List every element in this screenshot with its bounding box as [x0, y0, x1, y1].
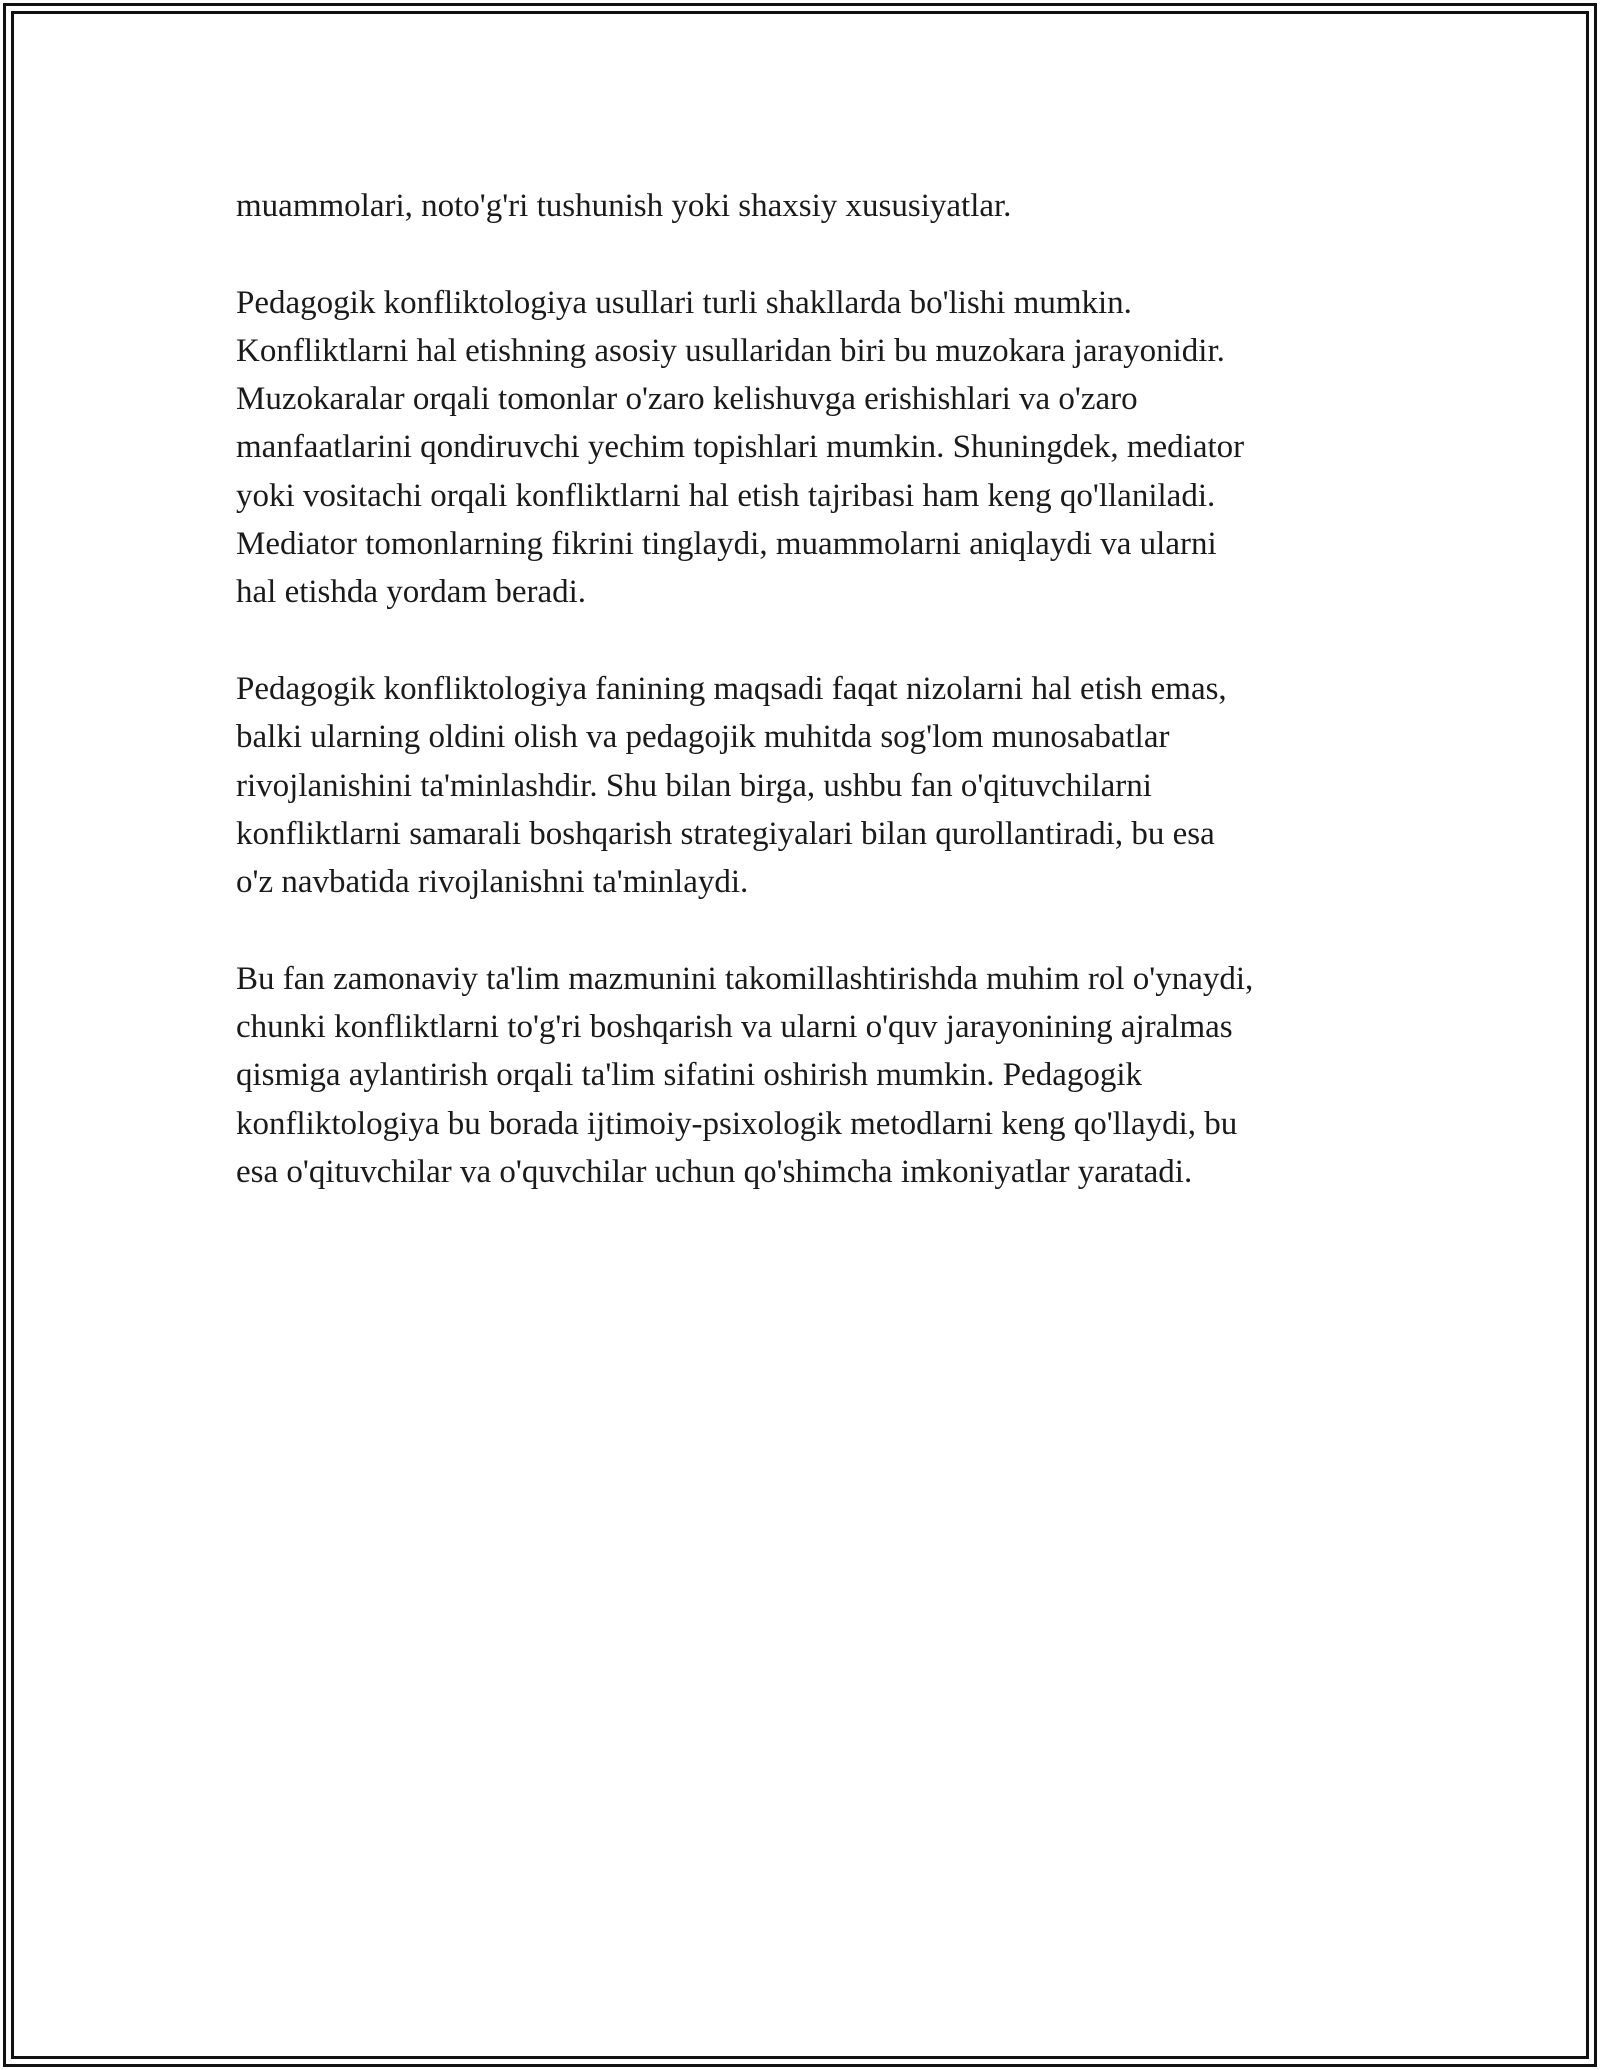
paragraph-4 — [236, 955, 1386, 1196]
text-line: Mediator tomonlarning fikrini tinglaydi, muammolarni aniqlaydi va ularni — [236, 526, 1217, 563]
text-line: hal etishda yordam beradi. — [236, 574, 587, 611]
text-line: esa o'qituvchilar va o'quvchilar uchun qo'shimcha imkoniyatlar yaratadi. — [236, 1153, 1193, 1190]
text-line: Pedagogik konfliktologiya fanining maqsadi faqat nizolarni hal etish emas, — [236, 670, 1227, 707]
text-line: rivojlanishini ta'minlashdir. Shu bilan birga, ushbu fan o'qituvchilarni — [236, 767, 1152, 804]
paragraph-1 — [236, 182, 1386, 230]
text-line: o'z navbatida rivojlanishni ta'minlaydi. — [236, 864, 749, 901]
text-line: konfliktologiya bu borada ijtimoiy-psixologik metodlarni keng qo'llaydi, bu — [236, 1105, 1238, 1142]
text-line: Muzokaralar orqali tomonlar o'zaro kelishuvga erishishlari va o'zaro — [236, 381, 1138, 418]
paragraph-2 — [236, 279, 1386, 617]
text-line: chunki konfliktlarni to'g'ri boshqarish va ularni o'quv jarayonining ajralmas — [236, 1009, 1233, 1046]
text-line: Pedagogik konfliktologiya usullari turli shakllarda bo'lishi mumkin. — [236, 284, 1132, 321]
text-line: konfliktlarni samarali boshqarish strategiyalari bilan qurollantiradi, bu esa — [236, 815, 1215, 852]
text-line: muammolari, noto'g'ri tushunish yoki shaxsiy xususiyatlar. — [236, 188, 1012, 224]
text-line: yoki vositachi orqali konfliktlarni hal etish tajribasi ham keng qo'llaniladi. — [236, 477, 1216, 514]
text-line: qismiga aylantirish orqali ta'lim sifatini oshirish mumkin. Pedagogik — [236, 1057, 1143, 1094]
text-line: manfaatlarini qondiruvchi yechim topishlari mumkin. Shuningdek, mediator — [236, 429, 1245, 466]
document-body — [236, 182, 1386, 1245]
text-line: Bu fan zamonaviy ta'lim mazmunini takomillashtirishda muhim rol o'ynaydi, — [236, 960, 1254, 997]
paragraph-3 — [236, 665, 1386, 906]
text-line: balki ularning oldini olish va pedagojik muhitda sog'lom munosabatlar — [236, 719, 1170, 756]
text-line: Konfliktlarni hal etishning asosiy usullaridan biri bu muzokara jarayonidir. — [236, 332, 1225, 369]
